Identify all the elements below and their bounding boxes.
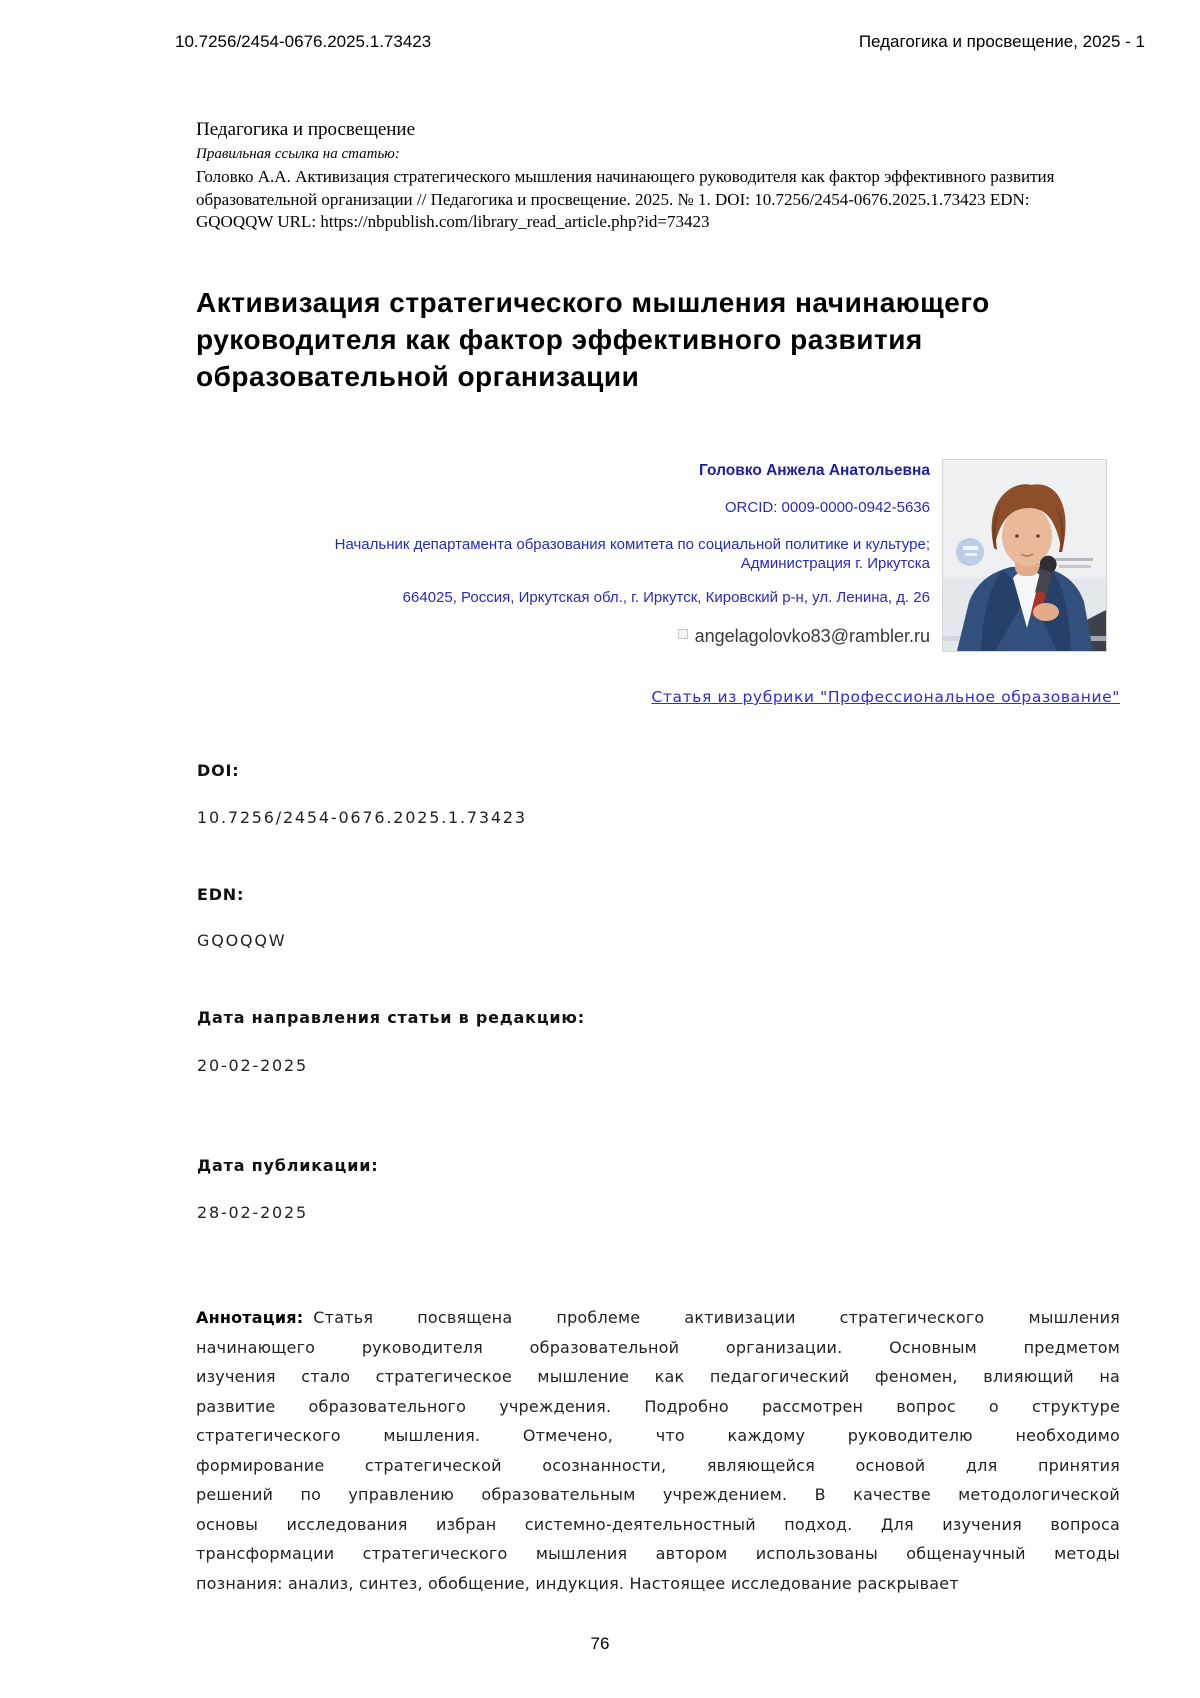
edn-value: GQOQQW [197, 931, 287, 950]
author-email[interactable] [230, 626, 930, 647]
edn-label: EDN: [197, 885, 245, 904]
author-email-text: angelagolovko83@rambler.ru [694, 626, 930, 646]
page-number: 76 [590, 1634, 610, 1653]
author-affiliation-line2: Администрация г. Иркутска [740, 555, 930, 572]
doi-label: DOI: [197, 761, 240, 780]
doi-value: 10.7256/2454-0676.2025.1.73423 [197, 808, 527, 827]
author-name: Головко Анжела Анатольевна [699, 462, 930, 479]
abstract-line: развитие образовательного учреждения. Подробно рассмотрен вопрос о структуре [196, 1396, 1120, 1416]
abstract-line: познания: анализ, синтез, обобщение, индукция. Настоящее исследование раскрывает [196, 1573, 959, 1593]
header-journal-issue: Педагогика и просвещение, 2025 - 1 [858, 32, 1145, 51]
abstract-block [196, 1303, 1120, 1598]
author-orcid: ORCID: 0009-0000-0942-5636 [724, 499, 930, 516]
abstract-line: изучения стало стратегическое мышление как педагогический феномен, влияющий на [196, 1367, 1120, 1386]
email-icon [678, 629, 688, 639]
abstract-line [196, 1303, 1120, 1333]
abstract-line: трансформации стратегического мышления автором использованы общенаучный методы [196, 1544, 1120, 1563]
page-header [175, 32, 1145, 52]
article-title: Активизация стратегического мышления начинающего руководителя как фактор эффективного развития образовательной организации [196, 287, 990, 392]
author-photo-image [943, 460, 1106, 651]
abstract-line: стратегического мышления. Отмечено, что каждому руководителю необходимо [196, 1426, 1120, 1445]
publication-date-label: Дата публикации: [197, 1156, 379, 1175]
citation-reference-text: Головко А.А. Активизация стратегического мышления начинающего руководителя как фактор эффективного развития образовательной организации // Педагогика и просвещение. 2025. № 1. DOI: 10.7256/2454-0676.2025.1.73423 EDN: GQOQQW URL: https://nbpublish.com/library_read_article.php?id=73423 [196, 167, 1055, 231]
citation-reference-label: Правильная ссылка на статью: [196, 146, 400, 162]
abstract-label: Аннотация: [196, 1308, 304, 1327]
abstract-line: основы исследования избран системно-деятельностный подход. Для изучения вопроса [196, 1514, 1120, 1534]
author-address: 664025, Россия, Иркутская обл., г. Иркутск, Кировский р-н, ул. Ленина, д. 26 [402, 589, 930, 606]
abstract-text: Статья посвящена проблеме активизации стратегического мышления [313, 1308, 1120, 1327]
rubric-link[interactable]: Статья из рубрики "Профессиональное образование" [651, 688, 1120, 706]
abstract-line: формирование стратегической осознанности, являющейся основой для принятия [196, 1455, 1120, 1475]
citation-journal-name: Педагогика и просвещение [196, 119, 416, 140]
submission-date-label: Дата направления статьи в редакцию: [197, 1008, 585, 1027]
citation-block [196, 118, 1101, 234]
header-doi: 10.7256/2454-0676.2025.1.73423 [175, 32, 432, 51]
submission-date-value: 20-02-2025 [197, 1056, 308, 1075]
abstract-line: начинающего руководителя образовательной организации. Основным предметом [196, 1337, 1120, 1357]
author-photo [942, 459, 1107, 652]
publication-date-value: 28-02-2025 [197, 1203, 308, 1222]
abstract-line: решений по управлению образовательным учреждением. В качестве методологической [196, 1485, 1120, 1504]
author-affiliation-line1: Начальник департамента образования комитета по социальной политике и культуре; [334, 536, 930, 553]
